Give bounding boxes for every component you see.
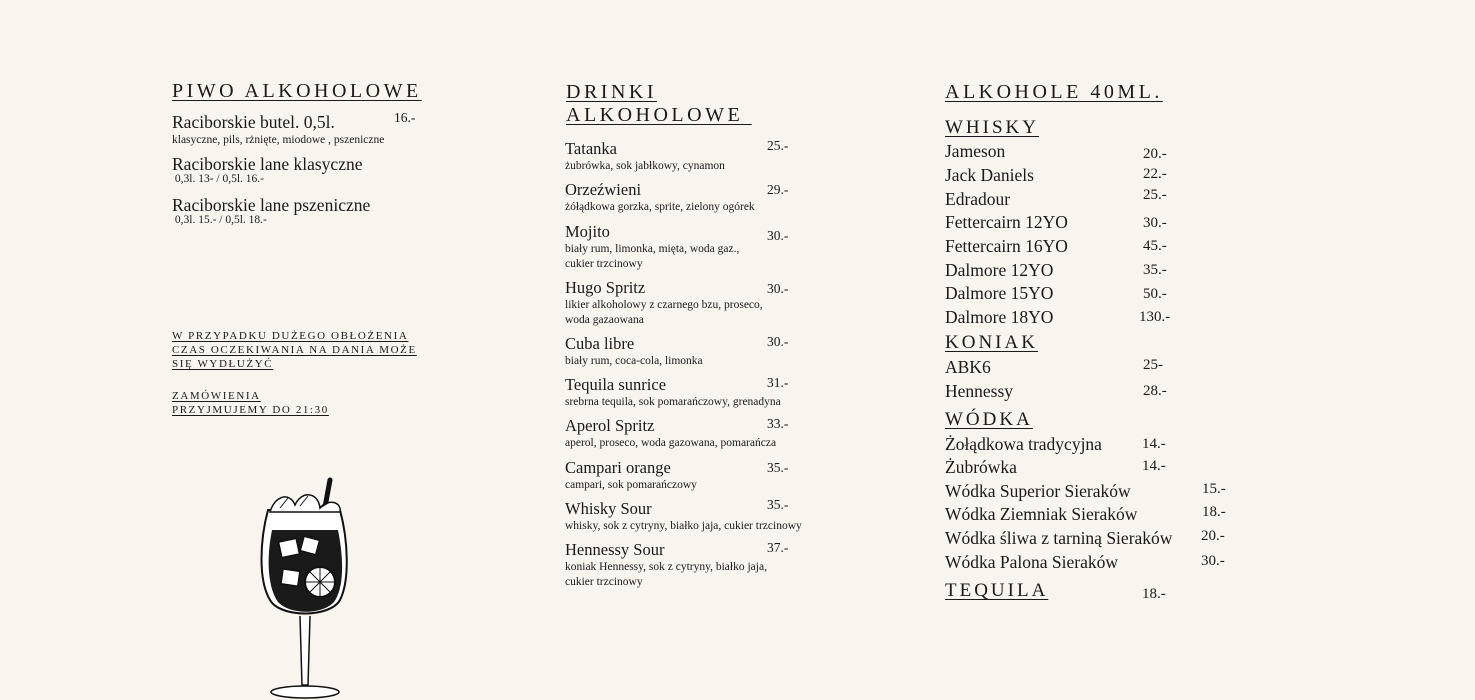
drink-desc: [565, 242, 739, 272]
spirit-name: Wódka Ziemniak Sieraków: [945, 504, 1138, 524]
beer-item-name: Raciborskie butel. 0,5l.: [172, 112, 335, 132]
spirit-price: 25-: [1143, 357, 1163, 373]
drink-desc-line: likier alkoholowy z czarnego bzu, proseco,: [565, 299, 763, 311]
drink-desc-line: aperol, proseco, woda gazowana, pomarańcza: [565, 437, 777, 449]
spirit-name: Dalmore 12YO: [945, 260, 1054, 280]
drink-desc-line: srebrna tequila, sok pomarańczowy, grenadyna: [565, 396, 781, 408]
drink-price: 29.-: [767, 182, 789, 197]
drink-desc-line: biały rum, coca-cola, limonka: [565, 355, 703, 367]
spirit-name: Dalmore 18YO: [945, 307, 1054, 327]
spirit-name: Wódka śliwa z tarniną Sieraków: [945, 528, 1173, 548]
notice-line: ZAMÓWIENIA: [172, 390, 261, 402]
drink-desc: [565, 354, 703, 369]
spirit-name: Fettercairn 12YO: [945, 212, 1068, 232]
drink-name: Whisky Sour: [565, 499, 652, 518]
drink-desc-line: cukier trzcinowy: [565, 576, 643, 588]
order-notice: [172, 389, 329, 417]
notice-line: W PRZYPADKU DUŻEGO OBŁOŻENIA: [172, 330, 409, 342]
drink-desc: [565, 478, 697, 493]
drink-desc: [565, 298, 763, 328]
beer-item-price: 16.-: [394, 110, 416, 125]
notice-line: SIĘ WYDŁUŻYĆ: [172, 358, 274, 370]
spirit-price: 50.-: [1143, 286, 1167, 302]
spirit-name: Hennessy: [945, 381, 1014, 401]
drink-price: 30.-: [767, 334, 789, 349]
drink-price: 35.-: [767, 497, 789, 512]
drink-name: Aperol Spritz: [565, 416, 655, 435]
beer-item-desc: 0,3l. 13- / 0,5l. 16.-: [172, 173, 264, 185]
drink-price: 33.-: [767, 416, 789, 431]
drink-name: Hennessy Sour: [565, 540, 665, 559]
drink-name: Cuba libre: [565, 334, 635, 353]
drink-name: Tequila sunrice: [565, 375, 667, 394]
spirit-price: 14.-: [1142, 436, 1166, 452]
koniak-title: KONIAK: [945, 332, 1038, 353]
spirit-name: Wódka Superior Sieraków: [945, 481, 1131, 501]
drink-desc-line: woda gazaowana: [565, 314, 644, 326]
spirit-price: 45.-: [1143, 238, 1167, 254]
drink-desc: [565, 560, 767, 590]
wodka-title: WÓDKA: [945, 409, 1033, 430]
drink-desc-line: biały rum, limonka, mięta, woda gaz.,: [565, 243, 740, 255]
beer-item-name: Raciborskie lane klasyczne: [172, 154, 363, 174]
drink-desc-line: whisky, sok z cytryny, białko jaja, cukier trzcinowy: [565, 520, 802, 532]
drink-desc: [565, 159, 725, 174]
drink-desc-line: campari, sok pomarańczowy: [565, 479, 697, 491]
drink-price: 25.-: [767, 138, 789, 153]
drink-desc-line: żółądkowa gorzka, sprite, zielony ogórek: [565, 201, 755, 213]
spirit-price: 15.-: [1202, 481, 1226, 497]
drink-price: 30.-: [767, 281, 789, 296]
spirits-title: ALKOHOLE 40ML.: [945, 81, 1163, 103]
whisky-title: WHISKY: [945, 117, 1039, 138]
spirit-name: Fettercairn 16YO: [945, 236, 1068, 256]
notice-line: CZAS OCZEKIWANIA NA DANIA MOŻE: [172, 344, 417, 356]
drink-price: 37.-: [767, 540, 789, 555]
spirit-name: Żołądkowa tradycyjna: [945, 434, 1102, 454]
spirit-price: 130.-: [1139, 309, 1171, 325]
drink-desc: [565, 436, 776, 451]
cocktail-glass-icon: [250, 470, 360, 700]
drink-price: 35.-: [767, 460, 789, 475]
drink-name: Tatanka: [565, 139, 617, 158]
spirit-name: Jack Daniels: [945, 165, 1034, 185]
tequila-title: TEQUILA: [945, 580, 1049, 601]
spirit-name: Żubrówka: [945, 457, 1017, 477]
spirit-price: 18.-: [1202, 504, 1226, 520]
drink-price: 31.-: [767, 375, 789, 390]
drink-desc-line: żubrówka, sok jabłkowy, cynamon: [565, 160, 725, 172]
spirit-price: 20.-: [1143, 146, 1167, 162]
tequila-price: 18.-: [1142, 586, 1166, 602]
drinks-title-line: ALKOHOLOWE: [566, 104, 752, 126]
notice-line: PRZYJMUJEMY DO 21:30: [172, 404, 329, 416]
drink-name: Hugo Spritz: [565, 278, 646, 297]
wait-notice: [172, 329, 417, 371]
drink-desc-line: koniak Hennessy, sok z cytryny, białko jaja,: [565, 561, 767, 573]
spirit-price: 35.-: [1143, 262, 1167, 278]
spirit-name: Dalmore 15YO: [945, 283, 1054, 303]
drinks-title-line: DRINKI: [566, 81, 657, 103]
spirit-name: Wódka Palona Sieraków: [945, 552, 1119, 572]
drink-name: Orzeźwieni: [565, 180, 642, 199]
spirit-price: 14.-: [1142, 458, 1166, 474]
spirit-price: 30.-: [1143, 215, 1167, 231]
spirit-name: Jameson: [945, 141, 1006, 161]
spirit-price: 28.-: [1143, 383, 1167, 399]
drink-name: Campari orange: [565, 458, 671, 477]
drink-price: 30.-: [767, 228, 789, 243]
drink-desc-line: cukier trzcinowy: [565, 258, 643, 270]
drink-desc: [565, 200, 755, 215]
drink-desc: [565, 395, 781, 410]
spirit-name: Edradour: [945, 189, 1011, 209]
beer-title: PIWO ALKOHOLOWE: [172, 80, 422, 102]
drink-name: Mojito: [565, 222, 610, 241]
spirit-price: 25.-: [1143, 187, 1167, 203]
spirit-name: ABK6: [945, 357, 991, 377]
spirit-price: 22.-: [1143, 166, 1167, 182]
spirit-price: 20.-: [1201, 528, 1225, 544]
beer-item-desc: klasyczne, pils, rżnięte, miodowe , pszeniczne: [172, 134, 385, 146]
beer-item-desc: 0,3l. 15.- / 0,5l. 18.-: [172, 214, 267, 226]
drinks-title: [566, 81, 752, 127]
beer-item-name: Raciborskie lane pszeniczne: [172, 195, 371, 215]
drink-desc: [565, 519, 802, 534]
spirit-price: 30.-: [1201, 553, 1225, 569]
